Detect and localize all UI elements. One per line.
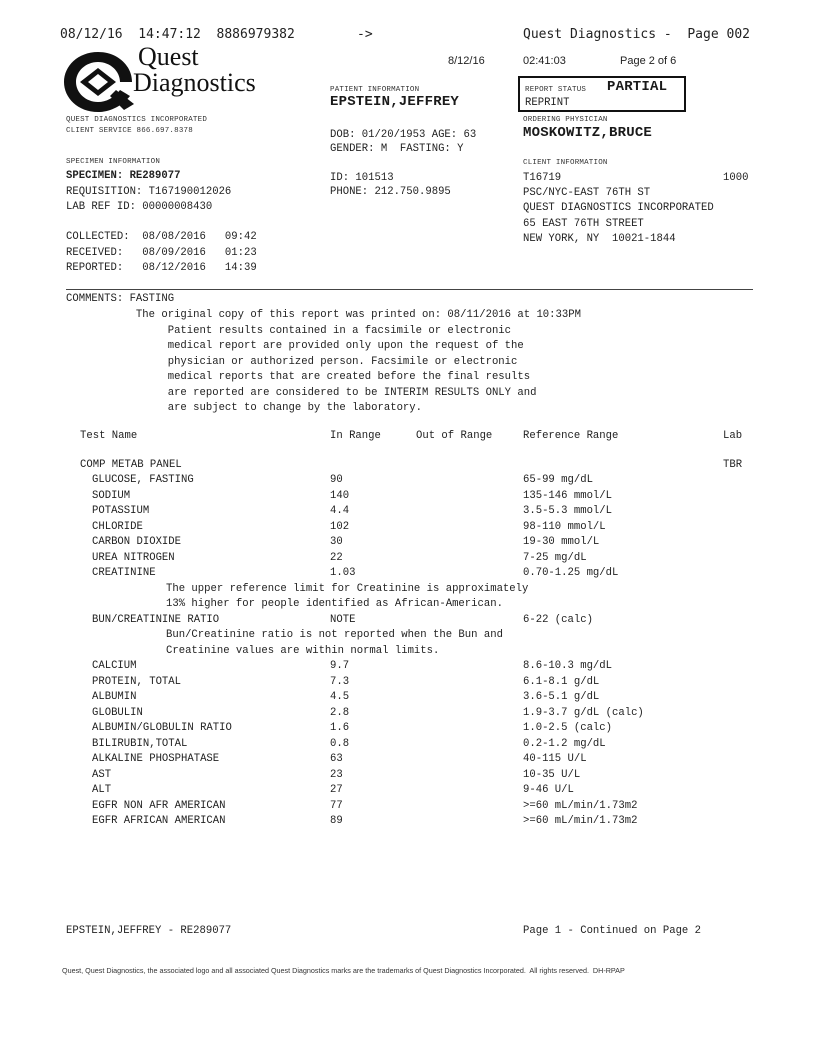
quest-logo-icon (60, 50, 136, 114)
client-section-label: CLIENT INFORMATION (523, 159, 608, 167)
requisition: REQUISITION: T167190012026 (66, 186, 232, 198)
reference-range: 8.6-10.3 mg/dL (523, 660, 613, 672)
brand-name-line1: Quest (138, 42, 199, 71)
comment-line: Patient results contained in a facsimile or electronic (66, 324, 512, 337)
collected: COLLECTED: 08/08/2016 09:42 (66, 231, 257, 243)
table-row (0, 800, 815, 812)
comments-label: COMMENTS: FASTING (66, 293, 175, 305)
table-row (0, 815, 815, 827)
test-value: 90 (330, 474, 343, 486)
comment-line: are subject to change by the laboratory. (66, 402, 423, 414)
test-name: AST (92, 768, 112, 781)
test-name: ALKALINE PHOSPHATASE (92, 753, 220, 765)
reference-range: 1.0-2.5 (calc) (523, 722, 613, 734)
reference-range: 98-110 mmol/L (523, 520, 606, 533)
client-line1: PSC/NYC-EAST 76TH ST (523, 187, 651, 199)
table-row (0, 474, 815, 486)
reference-range: 9-46 U/L (523, 784, 574, 796)
test-value: 1.03 (330, 567, 356, 579)
comment-line: physician or authorized person. Facsimile or electronic (66, 355, 518, 368)
patient-dob: DOB: 01/20/1953 AGE: 63 (330, 129, 477, 141)
lab-ref-id: LAB REF ID: 00000008430 (66, 201, 213, 213)
col-header-lab: Lab (723, 430, 743, 442)
specimen-id: SPECIMEN: RE289077 (66, 170, 181, 182)
reference-range: 19-30 mmol/L (523, 536, 600, 548)
test-value: 9.7 (330, 660, 350, 672)
test-value: 1.6 (330, 722, 350, 734)
reference-range: 40-115 U/L (523, 753, 587, 765)
reference-range: 3.5-5.3 mmol/L (523, 505, 613, 517)
report-status-value: PARTIAL (607, 79, 668, 95)
table-row (0, 490, 815, 502)
test-value: 27 (330, 784, 343, 796)
table-row (0, 722, 815, 734)
brand-name-line2: Diagnostics (133, 68, 256, 97)
header-divider (66, 289, 753, 290)
table-row (0, 552, 815, 564)
test-name: CALCIUM (92, 660, 137, 672)
reference-range: 0.2-1.2 mg/dL (523, 737, 606, 750)
result-note: 13% higher for people identified as African-American. (166, 598, 503, 610)
fax-header-left: 08/12/16 14:47:12 8886979382 (60, 27, 295, 42)
table-row (0, 769, 815, 781)
fax-header-arrow: -> (357, 27, 373, 42)
test-name: ALBUMIN (92, 691, 137, 703)
test-value: 102 (330, 520, 350, 533)
table-row (0, 567, 815, 579)
reported: REPORTED: 08/12/2016 14:39 (66, 262, 257, 274)
reference-range: 3.6-5.1 g/dL (523, 691, 600, 703)
table-row (0, 536, 815, 548)
test-name: UREA NITROGEN (92, 551, 175, 564)
reference-range: 135-146 mmol/L (523, 489, 613, 502)
test-name: ALBUMIN/GLOBULIN RATIO (92, 722, 232, 734)
physician-name: MOSKOWITZ,BRUCE (523, 125, 653, 141)
panel-lab: TBR (723, 459, 743, 471)
client-service: CLIENT SERVICE 866.697.8378 (66, 127, 193, 135)
col-header-in-range: In Range (330, 430, 381, 442)
test-name: EGFR NON AFR AMERICAN (92, 799, 226, 812)
col-header-reference: Reference Range (523, 430, 619, 442)
reference-range: >=60 mL/min/1.73m2 (523, 815, 638, 827)
received: RECEIVED: 08/09/2016 01:23 (66, 247, 257, 259)
comment-line: are reported are considered to be INTERIM RESULTS ONLY and (66, 386, 537, 399)
comment-line: medical reports that are created before the final results (66, 371, 531, 383)
footer-patient: EPSTEIN,JEFFREY - RE289077 (66, 925, 232, 937)
test-name: GLOBULIN (92, 706, 143, 719)
test-value: 89 (330, 815, 343, 827)
footer-trademark: Quest, Quest Diagnostics, the associated logo and all associated Quest Diagnostics marks are the trademarks of Quest Diagnostics Incorporated. All rights reserved. DH-RPAP (62, 966, 625, 975)
comment-line: medical report are provided only upon the request of the (66, 340, 524, 352)
test-name: BILIRUBIN,TOTAL (92, 737, 188, 750)
patient-name: EPSTEIN,JEFFREY (330, 94, 460, 110)
table-row (0, 753, 815, 765)
reference-range: >=60 mL/min/1.73m2 (523, 799, 638, 812)
reference-range: 65-99 mg/dL (523, 474, 593, 486)
test-value: 140 (330, 489, 350, 502)
test-value: 7.3 (330, 675, 350, 688)
test-name: BUN/CREATININE RATIO (92, 613, 220, 626)
table-row (0, 521, 815, 533)
test-value: 23 (330, 768, 343, 781)
result-note: Bun/Creatinine ratio is not reported when the Bun and (166, 629, 503, 641)
client-line3: 65 EAST 76TH STREET (523, 218, 644, 230)
patient-section-label: PATIENT INFORMATION (330, 86, 420, 94)
client-line4: NEW YORK, NY 10021-1844 (523, 233, 676, 245)
client-id: T16719 (523, 172, 562, 184)
test-name: CHLORIDE (92, 520, 143, 533)
patient-phone: PHONE: 212.750.9895 (330, 186, 451, 198)
test-value: 0.8 (330, 737, 350, 750)
col-header-out-range: Out of Range (416, 430, 493, 442)
test-value: 30 (330, 536, 343, 548)
table-row (0, 676, 815, 688)
table-row (0, 660, 815, 672)
physician-label: ORDERING PHYSICIAN (523, 116, 608, 124)
patient-gender: GENDER: M FASTING: Y (330, 143, 464, 155)
reference-range: 10-35 U/L (523, 768, 581, 781)
brand-company: QUEST DIAGNOSTICS INCORPORATED (66, 116, 208, 124)
print-page: Page 2 of 6 (620, 55, 677, 67)
client-line2: QUEST DIAGNOSTICS INCORPORATED (523, 202, 714, 214)
report-reprint: REPRINT (525, 97, 570, 109)
report-status-label: REPORT STATUS (525, 86, 587, 94)
test-value: 2.8 (330, 706, 350, 719)
reference-range: 1.9-3.7 g/dL (calc) (523, 706, 644, 719)
reference-range: 6-22 (calc) (523, 613, 593, 626)
table-row (0, 738, 815, 750)
test-value: 77 (330, 799, 343, 812)
table-row (0, 707, 815, 719)
print-time: 02:41:03 (523, 55, 566, 67)
print-date: 8/12/16 (448, 55, 485, 67)
test-value: 22 (330, 551, 343, 564)
panel-name: COMP METAB PANEL (80, 459, 182, 471)
table-row (0, 505, 815, 517)
test-name: CREATININE (92, 567, 156, 579)
reference-range: 0.70-1.25 mg/dL (523, 567, 619, 579)
table-row (0, 614, 815, 626)
test-value: 4.4 (330, 505, 350, 517)
test-name: ALT (92, 784, 112, 796)
test-name: EGFR AFRICAN AMERICAN (92, 815, 226, 827)
table-row (0, 691, 815, 703)
test-name: POTASSIUM (92, 505, 150, 517)
test-value: 63 (330, 753, 343, 765)
test-value: NOTE (330, 613, 356, 626)
col-header-test: Test Name (80, 430, 138, 442)
reference-range: 6.1-8.1 g/dL (523, 675, 600, 688)
patient-id: ID: 101513 (330, 172, 394, 184)
client-code: 1000 (723, 172, 749, 184)
footer-page: Page 1 - Continued on Page 2 (523, 925, 702, 937)
table-row (0, 784, 815, 796)
reference-range: 7-25 mg/dL (523, 551, 587, 564)
comment-line: The original copy of this report was printed on: 08/11/2016 at 10:33PM (66, 309, 581, 321)
specimen-section-label: SPECIMEN INFORMATION (66, 158, 161, 166)
test-name: SODIUM (92, 489, 131, 502)
test-name: CARBON DIOXIDE (92, 536, 182, 548)
fax-header-right: Quest Diagnostics - Page 002 (523, 27, 750, 42)
result-note: Creatinine values are within normal limits. (166, 644, 440, 657)
test-name: GLUCOSE, FASTING (92, 474, 194, 486)
test-name: PROTEIN, TOTAL (92, 675, 182, 688)
result-note: The upper reference limit for Creatinine is approximately (166, 582, 529, 595)
test-value: 4.5 (330, 691, 350, 703)
